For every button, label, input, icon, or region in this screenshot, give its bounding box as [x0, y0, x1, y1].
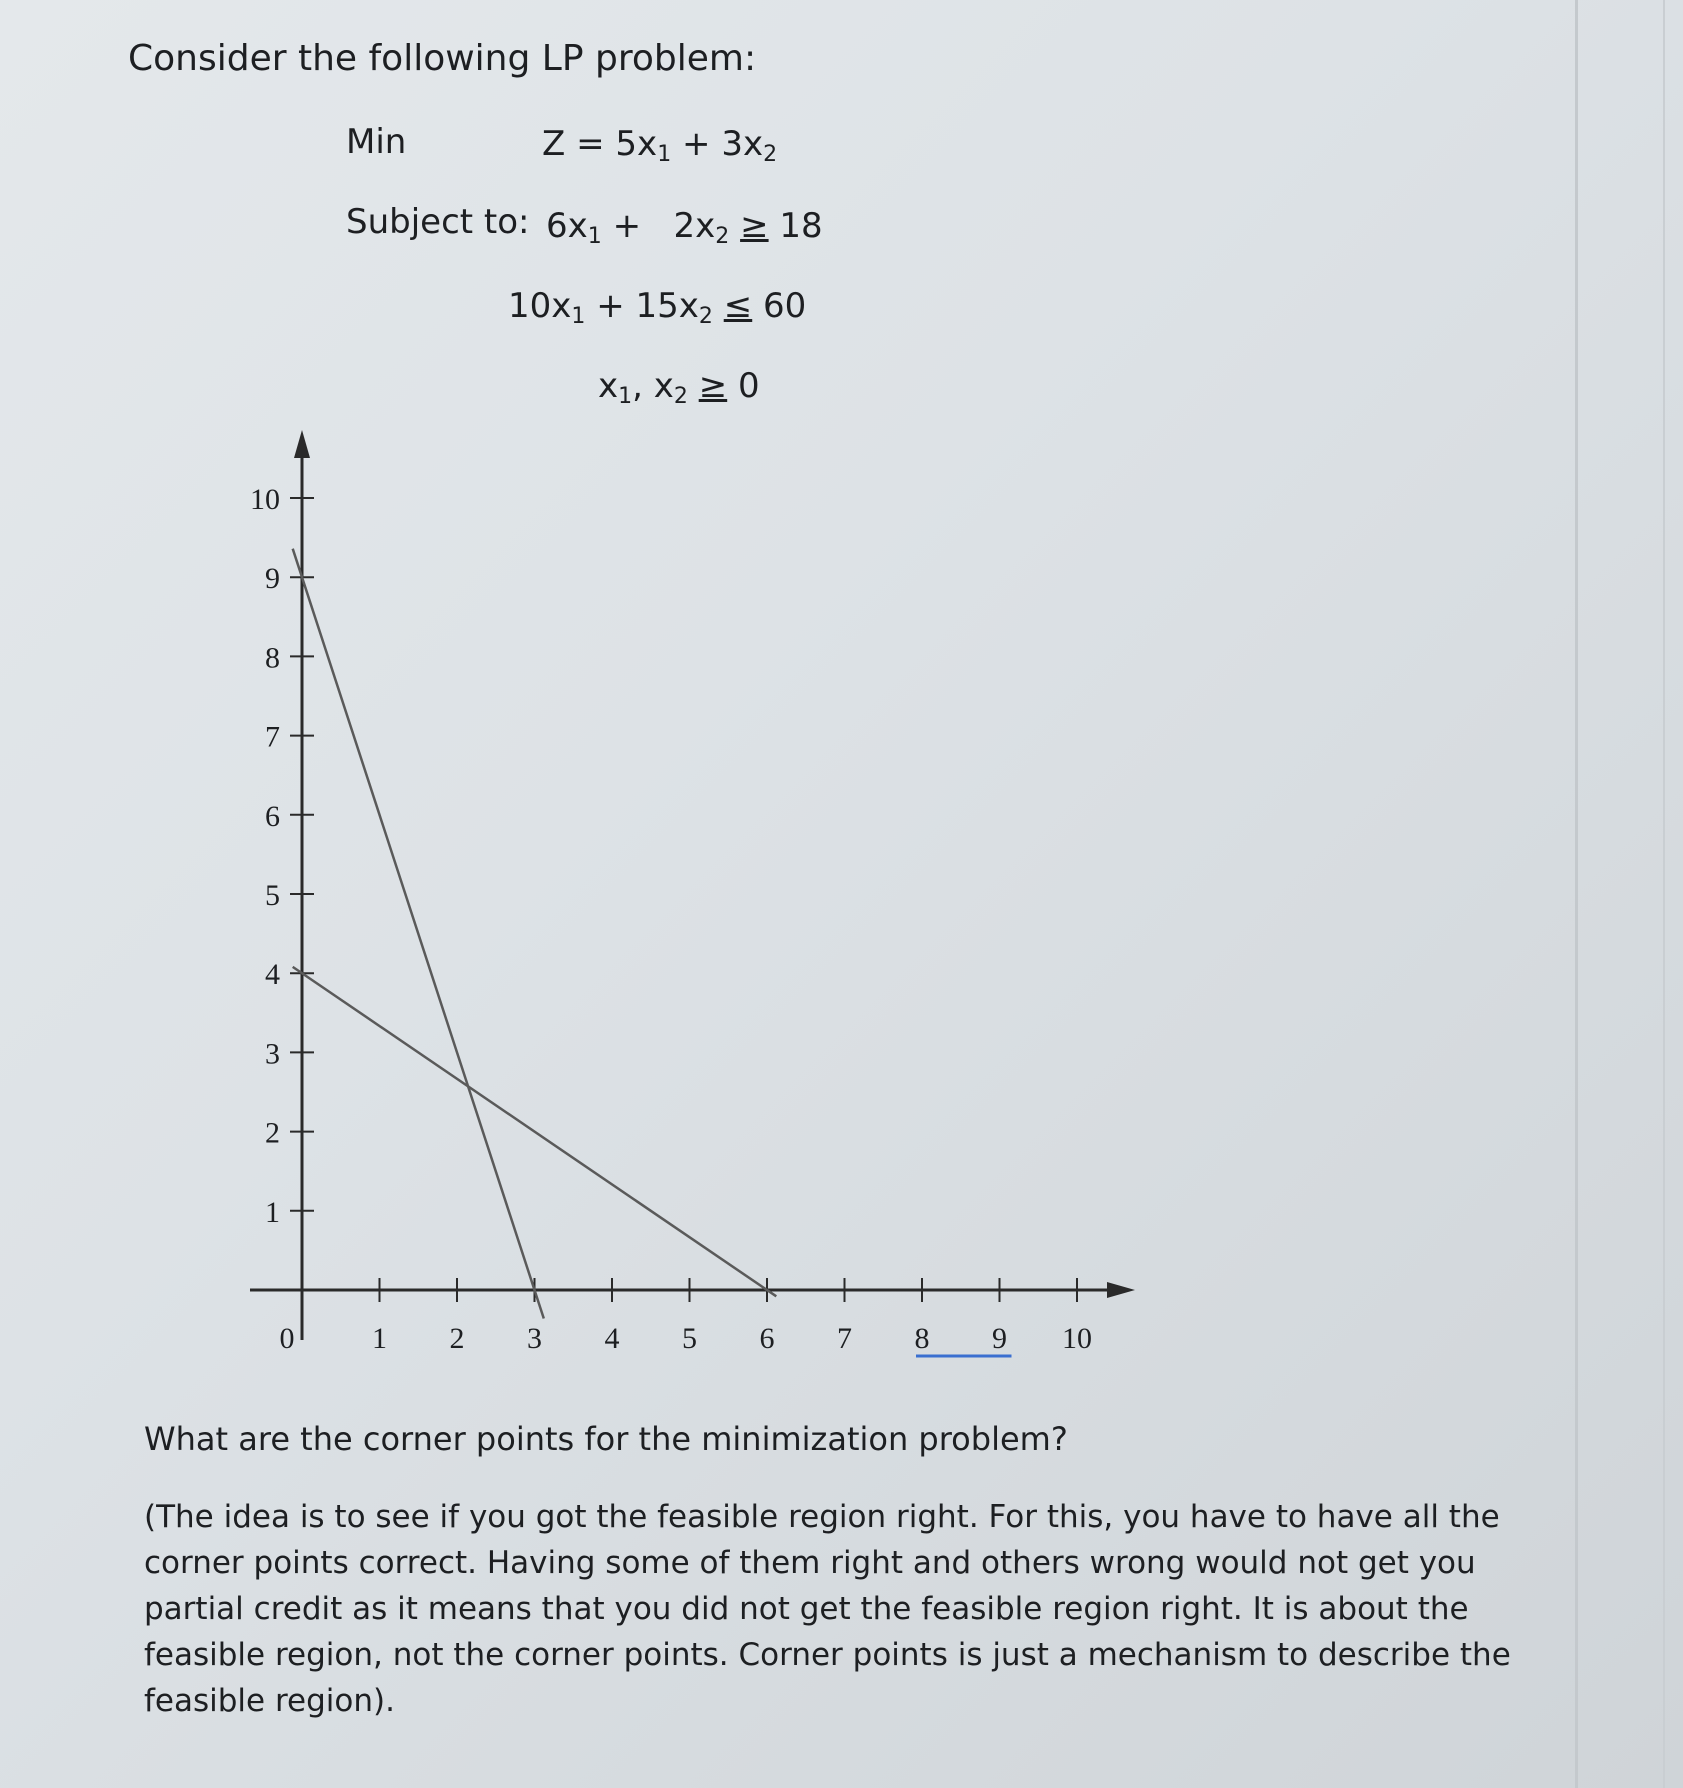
- y-tick-label: 5: [265, 879, 280, 912]
- problem-heading: Consider the following LP problem:: [128, 38, 757, 79]
- page-edge: [1575, 0, 1578, 1788]
- y-tick-label: 2: [265, 1116, 280, 1150]
- question-text: What are the corner points for the minimization problem?: [144, 1420, 1068, 1458]
- constraint-line-1: [293, 549, 544, 1319]
- y-tick-label: 3: [265, 1037, 280, 1071]
- objective-label: Min: [346, 122, 407, 162]
- y-axis-arrow: [294, 430, 310, 458]
- y-tick-label: 8: [265, 641, 280, 675]
- y-tick-label: 1: [265, 1195, 280, 1229]
- nonnegativity-constraint: $x_1$, $x_2 \ge 0$: [598, 366, 760, 409]
- y-tick-label: 10: [250, 483, 280, 516]
- x-axis-arrow: [1107, 1282, 1135, 1298]
- constraint-1: $6x_1$ + $2x_2 \ge 18$: [546, 206, 823, 249]
- constraint-line-2: [293, 967, 777, 1296]
- x-tick-label: 4: [604, 1322, 620, 1355]
- subject-to-label: Subject to:: [346, 202, 530, 242]
- y-tick-label: 9: [265, 562, 280, 596]
- constraint-2: $10x_1 + 15x_2 \le 60$: [508, 286, 807, 329]
- x-tick-label: 5: [682, 1322, 697, 1355]
- y-tick-label: 6: [265, 799, 280, 833]
- x-tick-label: 3: [527, 1322, 542, 1355]
- x-tick-label: 8: [914, 1322, 930, 1355]
- instruction-note: (The idea is to see if you got the feasible region right. For this, you have to have all the corner points correct. Having some of them right and others wrong would not get you partial credit as it means that you did not get the feasible region right. It is about the feasible region, not the corner points. Corner points is just a mechanism to describe the feasible region).: [144, 1499, 1511, 1719]
- page-edge-outer: [1663, 0, 1665, 1788]
- x-tick-label: 6: [759, 1322, 775, 1355]
- x-tick-label: 10: [1062, 1322, 1092, 1355]
- constraint-graph: [230, 430, 1170, 1360]
- y-tick-label: 4: [265, 958, 280, 992]
- objective-function: $Z = 5x_1 + 3x_2$: [542, 124, 778, 167]
- x-tick-label: 1: [372, 1322, 387, 1355]
- x-tick-label: 2: [449, 1322, 465, 1355]
- x-tick-label: 7: [837, 1322, 852, 1355]
- x-tick-label: 0: [279, 1322, 295, 1355]
- x-tick-label: 9: [992, 1322, 1007, 1355]
- y-tick-label: 7: [265, 720, 280, 754]
